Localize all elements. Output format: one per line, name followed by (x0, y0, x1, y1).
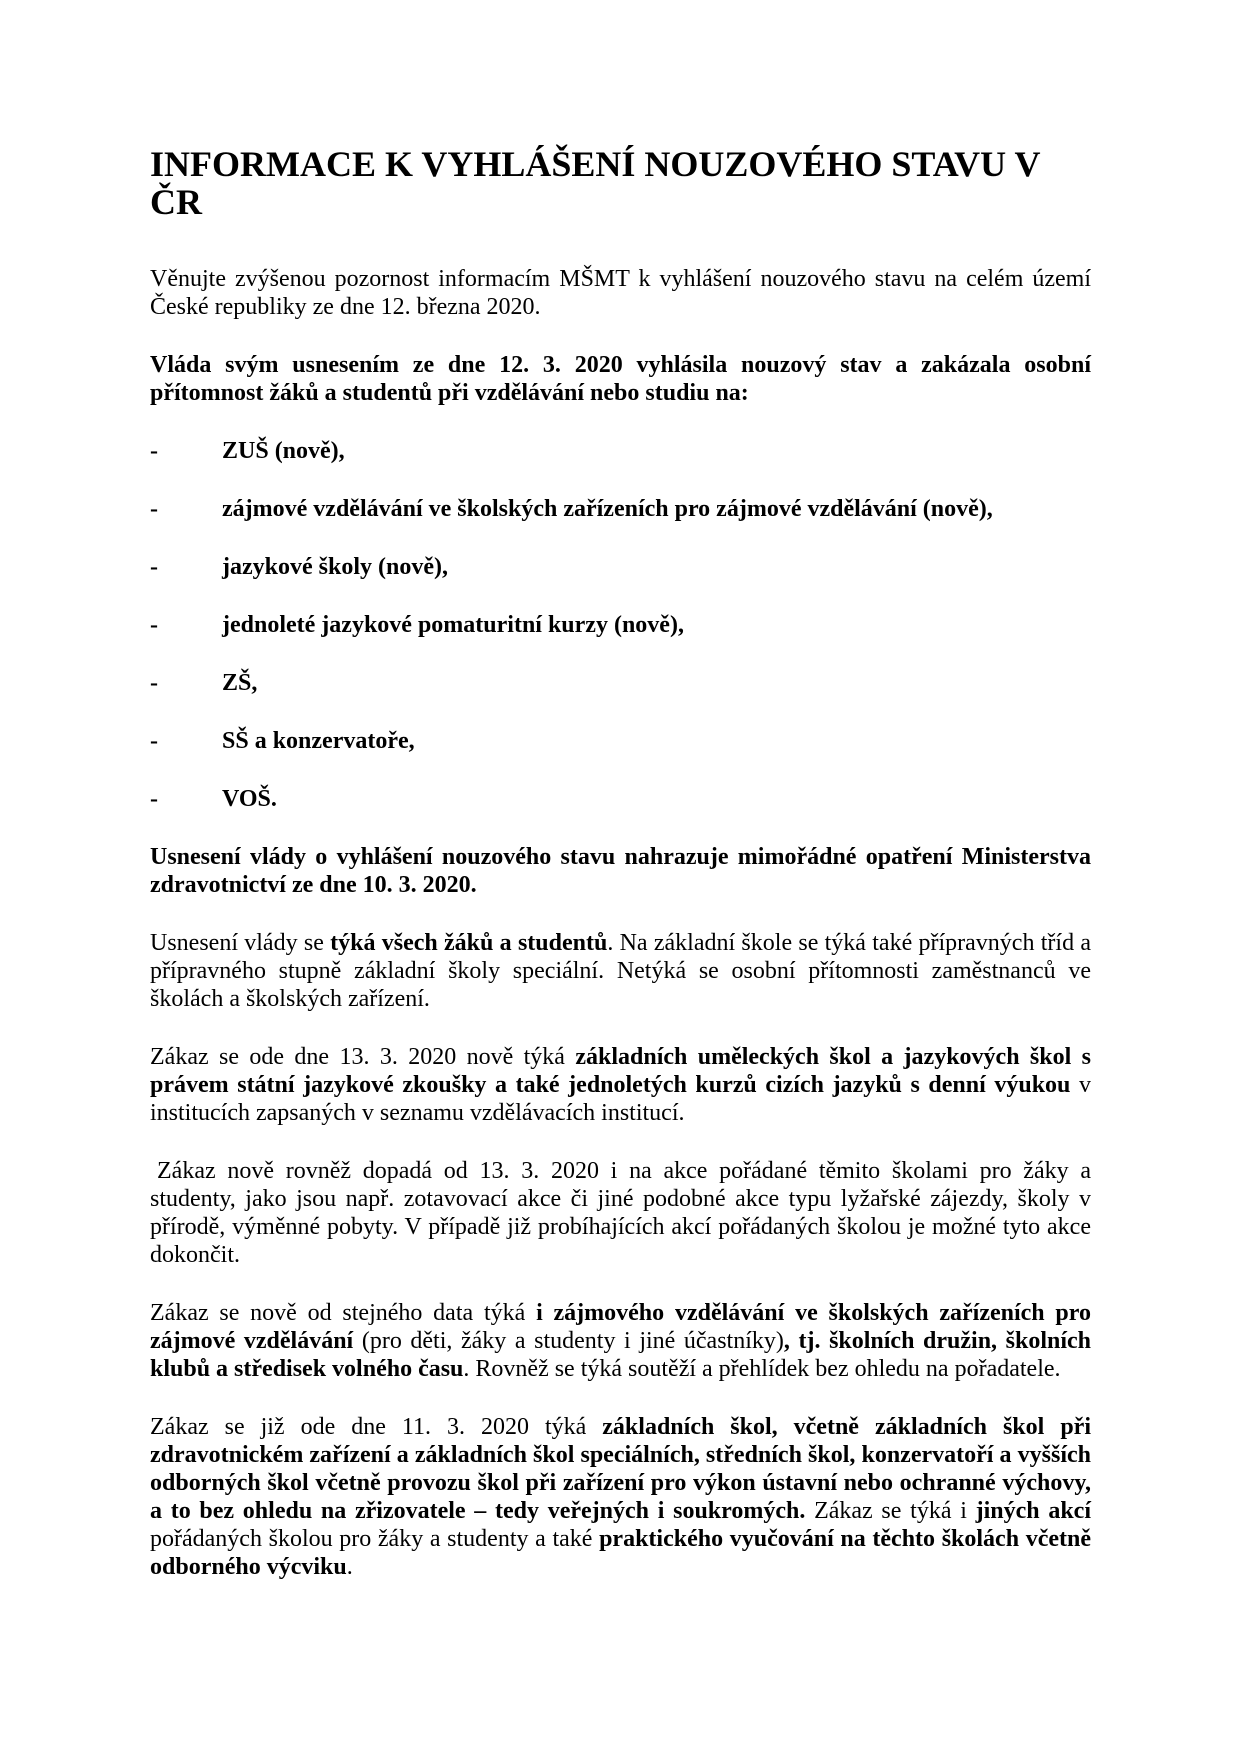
bold-text-run: jednoleté jazykové pomaturitní kurzy (nově), (222, 612, 684, 638)
list-item-pomaturitni-kurzy (150, 611, 1091, 639)
text-run: Zákaz se již ode dne 11. 3. 2020 týká (150, 1414, 603, 1440)
ban-events-paragraph (150, 1157, 1091, 1269)
text-run: pořádaných školou pro žáky a studenty a také (150, 1526, 600, 1552)
bold-text-run: Usnesení vlády o vyhlášení nouzového stavu nahrazuje mimořádné opatření Ministerstva zdravotnictví ze dne 10. 3. 2020. (150, 844, 1091, 898)
list-bullet-dash: - (150, 728, 158, 754)
page-title: INFORMACE K VYHLÁŠENÍ NOUZOVÉHO STAVU V ČR (150, 144, 1040, 222)
list-bullet-dash: - (150, 438, 158, 464)
list-item-zus (150, 437, 1091, 465)
list-item-vos (150, 785, 1091, 813)
applies-to-students-paragraph (150, 929, 1091, 1013)
bold-text-run: základních škol, včetně základních škol při zdravotnickém zařízení a základních škol speciálních, středních škol, konzervatoří a vyšších odborných škol včetně provozu škol při zařízení pro výkon ústavní nebo ochranné výchovy, a to bez ohledu na zřizovatele – tedy veřejných i soukromých. (150, 1414, 1091, 1524)
intro-paragraph (150, 265, 1091, 321)
list-item-zs (150, 669, 1091, 697)
list-bullet-dash: - (150, 496, 158, 522)
text-run: Zákaz nově rovněž dopadá od 13. 3. 2020 i na akce pořádané těmito školami pro žáky a studenty, jako jsou např. zotavovací akce či jiné podobné akce typu lyžařské zájezdy, školy v přírodě, výměnné pobyty. V případě již probíhajících akcí pořádaných školou je možné tyto akce dokončit. (150, 1158, 1091, 1268)
government-resolution-paragraph (150, 351, 1091, 407)
bold-text-run: i zájmového vzdělávání ve školských zařízeních pro zájmové vzdělávání (150, 1300, 1091, 1354)
list-item-zajmove-vzdelavani (150, 495, 1091, 523)
ban-from-13-3-schools-paragraph (150, 1043, 1091, 1127)
bold-text-run: ZŠ, (222, 670, 258, 696)
list-bullet-dash: - (150, 554, 158, 580)
bold-text-run: týká všech žáků a studentů (330, 930, 608, 956)
list-bullet-dash: - (150, 786, 158, 812)
text-run: Věnujte zvýšenou pozornost informacím MŠMT k vyhlášení nouzového stavu na celém území České republiky ze dne 12. března 2020. (150, 266, 1091, 320)
bold-text-run: jazykové školy (nově), (222, 554, 448, 580)
document-body (150, 265, 1091, 1581)
bold-text-run: základních uměleckých škol a jazykových škol s právem státní jazykové zkoušky a také jednoletých kurzů cizích jazyků s denní výukou (150, 1044, 1092, 1098)
ban-from-11-3-schools-paragraph (150, 1413, 1091, 1581)
text-run: Usnesení vlády se (150, 930, 331, 956)
text-run: (pro děti, žáky a studenty i jiné účastníky) (361, 1328, 784, 1354)
text-run: v institucích zapsaných v seznamu vzdělávacích institucí. (150, 1072, 1092, 1126)
list-bullet-dash: - (150, 612, 158, 638)
text-run: Zákaz se týká i (805, 1498, 976, 1524)
text-run: . Na základní škole se týká také přípravných tříd a přípravného stupně základní školy speciální. Netýká se osobní přítomnosti zaměstnanců ve školách a školských zařízení. (150, 930, 1091, 1012)
bold-text-run: praktického vyučování na těchto školách včetně odborného výcviku (150, 1526, 1091, 1580)
text-run: Zákaz se ode dne 13. 3. 2020 nově týká (150, 1044, 576, 1070)
text-run: . (346, 1554, 353, 1580)
list-item-jazykove-skoly (150, 553, 1091, 581)
bold-text-run: SŠ a konzervatoře, (222, 728, 415, 754)
bold-text-run: ZUŠ (nově), (222, 438, 345, 464)
list-bullet-dash: - (150, 670, 158, 696)
resolution-replaces-measure-paragraph (150, 843, 1091, 899)
bold-text-run: zájmové vzdělávání ve školských zařízeních pro zájmové vzdělávání (nově), (222, 496, 993, 522)
ban-leisure-education-paragraph (150, 1299, 1091, 1383)
text-run: Zákaz se nově od stejného data týká (150, 1300, 537, 1326)
bold-text-run: , tj. školních družin, školních klubů a středisek volného času (150, 1328, 1092, 1382)
bold-text-run: Vláda svým usnesením ze dne 12. 3. 2020 vyhlásila nouzový stav a zakázala osobní přítomnost žáků a studentů při vzdělávání nebo studiu na: (150, 352, 1091, 406)
text-run: . Rovněž se týká soutěží a přehlídek bez ohledu na pořadatele. (463, 1356, 1061, 1382)
bold-text-run: jiných akcí (975, 1498, 1091, 1524)
bold-text-run: VOŠ. (222, 786, 277, 812)
list-item-ss-konzervatore (150, 727, 1091, 755)
